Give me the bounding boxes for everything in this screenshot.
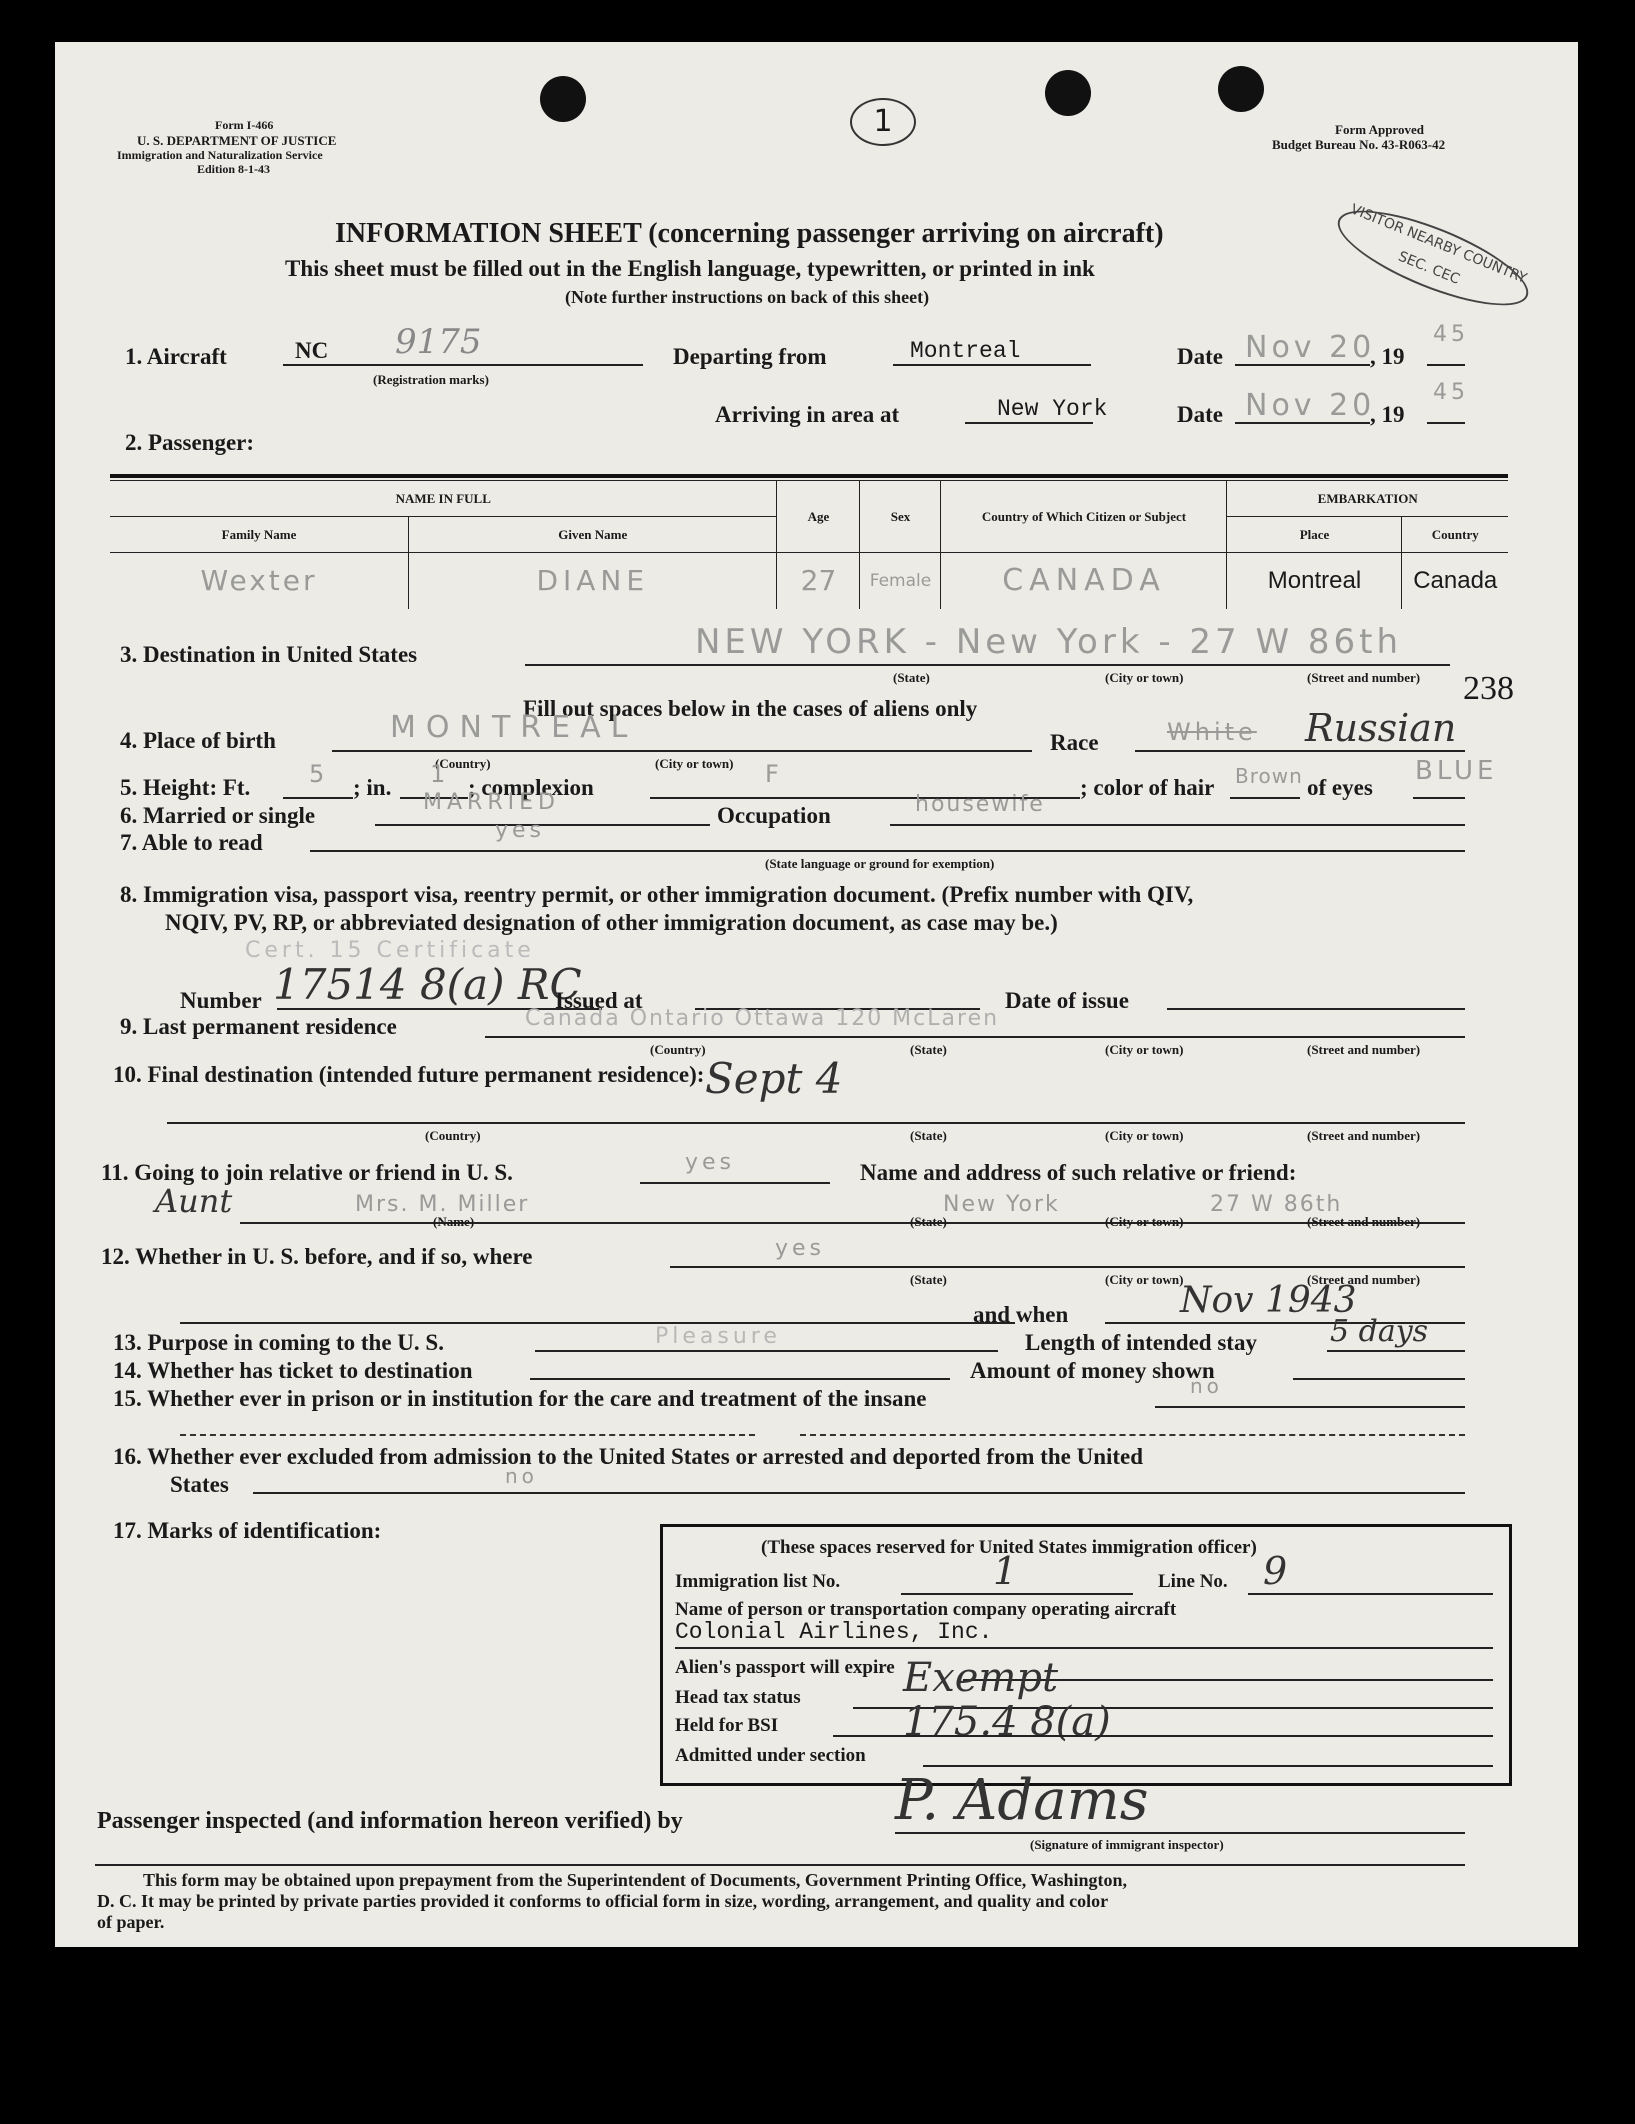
marks-label: 17. Marks of identification: <box>113 1518 382 1543</box>
before-city-caption: (City or town) <box>1105 1272 1184 1287</box>
join-label: 11. Going to join relative or friend in U. S. <box>101 1160 513 1185</box>
before-value: yes <box>775 1236 826 1261</box>
married-value: MARRIED <box>423 790 560 815</box>
residence-state-caption: (State) <box>910 1042 947 1057</box>
headtax-value: Exempt <box>903 1655 1059 1701</box>
arrival-date-label: Date <box>1177 402 1223 427</box>
arrival-year-value: 45 <box>1433 380 1469 405</box>
page-mark: 1 <box>850 98 916 146</box>
form-sheet <box>55 42 1578 1947</box>
side-number: 238 <box>1463 670 1514 707</box>
aircraft-label: 1. Aircraft <box>125 344 227 369</box>
height-label: 5. Height: Ft. <box>120 775 251 800</box>
form-subtitle: This sheet must be filled out in the English language, typewritten, or printed in ink <box>285 256 1095 281</box>
final-state-caption: (State) <box>910 1128 947 1143</box>
dest-street-caption: (Street and number) <box>1307 670 1421 685</box>
line-no-value: 9 <box>1263 1549 1288 1593</box>
hair-label: ; color of hair <box>1080 775 1215 800</box>
relative-name-label: Name and address of such relative or friend: <box>860 1160 1297 1185</box>
friend-state-caption: (State) <box>910 1214 947 1229</box>
read-label: 7. Able to read <box>120 830 263 855</box>
passport-expire-label: Alien's passport will expire <box>675 1657 895 1678</box>
final-dest-label: 10. Final destination (intended future permanent residence): <box>113 1062 705 1087</box>
hair-value: Brown <box>1235 764 1303 788</box>
year-prefix: , 19 <box>1370 344 1405 369</box>
punch-hole <box>1218 66 1264 112</box>
married-label: 6. Married or single <box>120 803 316 828</box>
date-issue-label: Date of issue <box>1005 988 1129 1013</box>
ticket-label: 14. Whether has ticket to destination <box>113 1358 473 1383</box>
friend-name-value: Mrs. M. Miller <box>355 1192 530 1217</box>
race-struck: White <box>1167 718 1257 746</box>
family-name-header: Family Name <box>110 517 409 553</box>
last-residence-value: Canada Ontario Ottawa 120 McLaren <box>525 1006 1000 1031</box>
final-street-caption: (Street and number) <box>1307 1128 1421 1143</box>
excluded-value: no <box>505 1464 538 1488</box>
name-in-full-header: NAME IN FULL <box>110 481 777 517</box>
given-name-header: Given Name <box>409 517 777 553</box>
issued-label: Issued at <box>555 988 643 1013</box>
arrival-date-value: Nov 20 <box>1245 388 1376 423</box>
money-label: Amount of money shown <box>970 1358 1215 1383</box>
departing-date-value: Nov 20 <box>1245 330 1376 365</box>
height-in-label: ; in. <box>353 775 392 800</box>
before-label: 12. Whether in U. S. before, and if so, where <box>101 1244 533 1269</box>
officer-box-heading: (These spaces reserved for United States immigration officer) <box>761 1537 1257 1558</box>
before-street-caption: (Street and number) <box>1307 1272 1421 1287</box>
number-value: 17514 8(a) RC <box>273 960 582 1009</box>
sex-header: Sex <box>860 481 941 553</box>
height-in-value: 1 <box>430 760 450 788</box>
birth-city-caption: (City or town) <box>655 756 734 771</box>
occupation-value: housewife <box>915 792 1045 817</box>
race-label: Race <box>1050 730 1099 755</box>
footer-line2: D. C. It may be printed by private parties provided it conforms to official form in size, wording, arrangement, and quality and color <box>97 1891 1109 1911</box>
destination-label: 3. Destination in United States <box>120 642 418 667</box>
birth-label: 4. Place of birth <box>120 728 276 753</box>
embark-country-value: Canada <box>1402 553 1508 609</box>
passenger-label: 2. Passenger: <box>125 430 255 455</box>
form-note: (Note further instructions on back of this sheet) <box>565 287 930 307</box>
country-header: Country of Which Citizen or Subject <box>941 481 1227 553</box>
inspected-label: Passenger inspected (and information hereon verified) by <box>97 1808 683 1834</box>
footer-line3: of paper. <box>97 1912 165 1932</box>
company-value: Colonial Airlines, Inc. <box>675 1619 993 1645</box>
list-no-value: 1 <box>993 1549 1018 1593</box>
aunt-note: Aunt <box>155 1182 233 1220</box>
inspector-caption: (Signature of immigrant inspector) <box>1030 1837 1224 1852</box>
when-label: and when <box>973 1302 1069 1327</box>
officer-box <box>660 1524 1512 1786</box>
cert-note: Cert. 15 Certificate <box>245 938 535 963</box>
stay-label: Length of intended stay <box>1025 1330 1257 1355</box>
read-caption: (State language or ground for exemption) <box>765 856 995 871</box>
final-country-caption: (Country) <box>425 1128 481 1143</box>
department: U. S. DEPARTMENT OF JUSTICE <box>137 133 337 148</box>
eyes-label: of eyes <box>1307 775 1373 800</box>
aliens-heading: Fill out spaces below in the cases of aliens only <box>523 696 978 721</box>
purpose-label: 13. Purpose in coming to the U. S. <box>113 1330 444 1355</box>
purpose-value: Pleasure <box>655 1324 781 1349</box>
family-name-value: Wexter <box>110 553 409 609</box>
reg-caption: (Registration marks) <box>373 372 489 387</box>
given-name-value: DIANE <box>409 553 777 609</box>
stay-value: 5 days <box>1330 1314 1429 1349</box>
bsi-value: 175.4 8(a) <box>903 1699 1111 1745</box>
dest-city-caption: (City or town) <box>1105 670 1184 685</box>
date-label: Date <box>1177 344 1223 369</box>
budget-bureau: Budget Bureau No. 43-R063-42 <box>1272 137 1446 152</box>
visitor-stamp: VISITOR NEARBY COUNTRY SEC. CEC <box>1327 192 1539 324</box>
birth-value: MONTREAL <box>390 710 638 745</box>
prison-value: no <box>1190 1374 1223 1398</box>
service: Immigration and Naturalization Service <box>117 148 323 162</box>
eyes-value: BLUE <box>1415 756 1498 786</box>
form-number: Form I-466 <box>215 118 274 132</box>
inspector-signature: P. Adams <box>895 1768 1149 1833</box>
headtax-label: Head tax status <box>675 1687 801 1708</box>
form-approved: Form Approved <box>1335 122 1424 137</box>
punch-hole <box>1045 70 1091 116</box>
aircraft-prefix: NC <box>295 338 329 363</box>
before-state-caption: (State) <box>910 1272 947 1287</box>
visa-label-line2: NQIV, PV, RP, or abbreviated designation of other immigration document, as case may be.) <box>165 910 1058 935</box>
excluded-label-line1: 16. Whether ever excluded from admission to the United States or arrested and deported from the United <box>113 1444 1144 1469</box>
height-ft-value: 5 <box>309 760 329 788</box>
aircraft-reg-value: 9175 <box>395 322 482 362</box>
admitted-label: Admitted under section <box>675 1745 866 1766</box>
dest-state-caption: (State) <box>893 670 930 685</box>
arriving-label: Arriving in area at <box>715 402 900 427</box>
list-no-label: Immigration list No. <box>675 1571 841 1592</box>
arrival-year-prefix: , 19 <box>1370 402 1405 427</box>
emb-country-header: Country <box>1402 517 1508 553</box>
residence-street-caption: (Street and number) <box>1307 1042 1421 1057</box>
friend-city-value: New York <box>943 1192 1060 1217</box>
friend-city-caption: (City or town) <box>1105 1214 1184 1229</box>
embarkation-header: EMBARKATION <box>1227 481 1508 517</box>
place-header: Place <box>1227 517 1402 553</box>
friend-street-caption: (Street and number) <box>1307 1214 1421 1229</box>
age-value: 27 <box>777 553 860 609</box>
read-value: yes <box>495 818 546 843</box>
footer-line1: This form may be obtained upon prepayment from the Superintendent of Documents, Government Printing Office, Washington, <box>143 1870 1128 1890</box>
age-header: Age <box>777 481 860 553</box>
sex-value: Female <box>860 553 941 609</box>
departing-label: Departing from <box>673 344 827 369</box>
last-residence-label: 9. Last permanent residence <box>120 1014 397 1039</box>
line-no-label: Line No. <box>1158 1571 1228 1592</box>
final-dest-value: Sept 4 <box>705 1054 843 1103</box>
embark-place-value: Montreal <box>1227 553 1402 609</box>
departing-year-value: 45 <box>1433 322 1469 347</box>
join-value: yes <box>685 1150 736 1175</box>
form-title: INFORMATION SHEET (concerning passenger arriving on aircraft) <box>335 218 1164 249</box>
citizenship-value: CANADA <box>941 553 1227 609</box>
birth-country-caption: (Country) <box>435 756 491 771</box>
passenger-table <box>110 480 1508 609</box>
when-value: Nov 1943 <box>1180 1280 1357 1321</box>
residence-country-caption: (Country) <box>650 1042 706 1057</box>
complexion-label: ; complexion <box>468 775 594 800</box>
race-value: Russian <box>1305 706 1457 750</box>
occupation-label: Occupation <box>717 803 831 828</box>
friend-street-value: 27 W 86th <box>1210 1192 1343 1217</box>
complexion-value: F <box>765 760 783 788</box>
final-city-caption: (City or town) <box>1105 1128 1184 1143</box>
residence-city-caption: (City or town) <box>1105 1042 1184 1057</box>
departing-value: Montreal <box>910 338 1021 364</box>
arriving-value: New York <box>997 396 1108 422</box>
punch-hole <box>540 76 586 122</box>
destination-value: NEW YORK - New York - 27 W 86th <box>695 622 1403 662</box>
number-label: Number <box>180 988 262 1013</box>
friend-name-caption: (Name) <box>433 1214 475 1229</box>
excluded-label-line2: States <box>170 1472 229 1497</box>
visa-label-line1: 8. Immigration visa, passport visa, reentry permit, or other immigration document. (Prefix number with QIV, <box>120 882 1194 907</box>
company-label: Name of person or transportation company operating aircraft <box>675 1599 1177 1620</box>
prison-label: 15. Whether ever in prison or in institution for the care and treatment of the insane <box>113 1386 927 1411</box>
bsi-label: Held for BSI <box>675 1715 779 1736</box>
edition: Edition 8-1-43 <box>197 162 271 176</box>
